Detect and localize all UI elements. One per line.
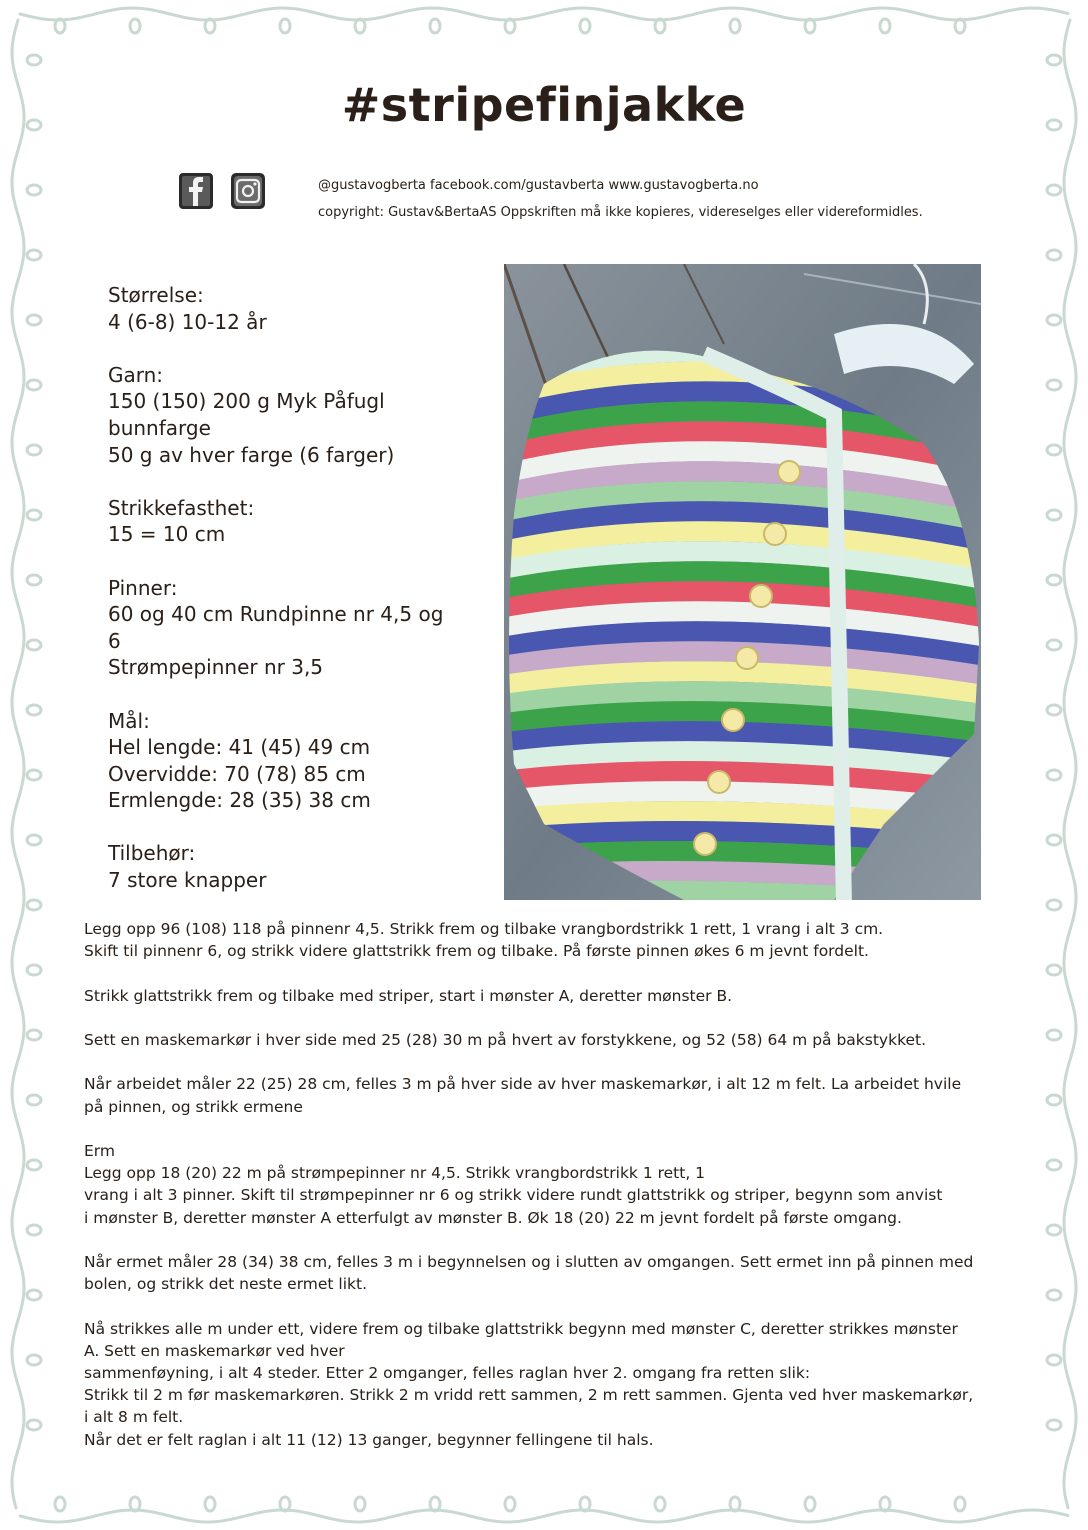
spec-heading: Tilbehør: [108, 841, 196, 866]
spec-heading: Størrelse: [108, 283, 204, 307]
spec-value: 15 = 10 cm [108, 522, 226, 547]
instruction-paragraph [84, 1073, 1019, 1117]
spec-value: Ermlengde: 28 (35) 38 cm [108, 788, 371, 813]
instruction-line: Når ermet måler 28 (34) 38 cm, felles 3 m i begynnelsen og i slutten av omgangen. Sett ermet inn på pinnen med [84, 1252, 974, 1271]
instruction-line: på pinnen, og strikk ermene [84, 1097, 303, 1116]
instruction-line: i mønster B, deretter mønster A etterfulgt av mønster B. Øk 18 (20) 22 m jevnt fordelt på første omgang. [84, 1208, 902, 1227]
spec-block [108, 495, 488, 548]
instruction-paragraph [84, 1251, 1019, 1295]
instruction-line: Strikk til 2 m før maskemarkøren. Strikk 2 m vridd rett sammen, 2 m rett sammen. Gjenta ved hver maskemarkør, [84, 1386, 974, 1405]
spec-value: 150 (150) 200 g Myk Påfugl [108, 389, 385, 414]
spec-block [108, 840, 488, 893]
instruction-line: bolen, og strikk det neste ermet likt. [84, 1275, 368, 1294]
instruction-line: Sett en maskemarkør i hver side med 25 (28) 30 m på hvert av forstykkene, og 52 (58) 64 m på bakstykket. [84, 1030, 927, 1049]
instruction-line: Når arbeidet måler 22 (25) 28 cm, felles 3 m på hver side av hver maskemarkør, i alt 12 m felt. La arbeidet hvile [84, 1075, 962, 1094]
spec-heading: Garn: [108, 362, 164, 387]
instruction-paragraph [84, 1140, 1019, 1229]
instruction-line: Skift til pinnenr 6, og strikk videre glattstrikk frem og tilbake. På første pinnen økes 6 m jevnt fordelt. [84, 942, 869, 961]
spec-value: Overvidde: 70 (78) 85 cm [108, 761, 366, 786]
spec-heading: Mål: [108, 708, 150, 733]
spec-heading: Strikkefasthet: [108, 495, 255, 520]
instruction-line: i alt 8 m felt. [84, 1408, 184, 1427]
social-links: @gustavogberta facebook.com/gustavberta www.gustavogberta.no [318, 178, 759, 193]
spec-value: 7 store knapper [108, 868, 267, 893]
instruction-paragraph [84, 1029, 1019, 1051]
spec-value: bunnfarge [108, 415, 211, 440]
instruction-paragraph [84, 918, 1019, 962]
cardigan-photo [504, 264, 981, 900]
social-icons [178, 172, 266, 210]
cardigan-illustration [504, 264, 981, 900]
instruction-line: Strikk glattstrikk frem og tilbake med striper, start i mønster A, deretter mønster B. [84, 986, 733, 1005]
instruction-line: vrang i alt 3 pinner. Skift til strømpepinner nr 6 og strikk videre rundt glattstrikk og striper, begynn som anvist [84, 1186, 943, 1205]
instruction-line: Legg opp 18 (20) 22 m på strømpepinner nr 4,5. Strikk vrangbordstrikk 1 rett, 1 [84, 1164, 706, 1183]
instructions [84, 918, 1019, 1473]
spec-heading: Pinner: [108, 575, 178, 600]
spec-value: 4 (6-8) 10-12 år [108, 309, 267, 334]
spec-block [108, 708, 488, 814]
spec-value: Hel lengde: 41 (45) 49 cm [108, 735, 371, 760]
specifications [108, 282, 488, 920]
instruction-line: A. Sett en maskemarkør ved hver [84, 1341, 345, 1360]
instagram-icon[interactable] [230, 172, 266, 210]
instruction-line: sammenføyning, i alt 4 steder. Etter 2 omganger, felles raglan hver 2. omgang fra retten slik: [84, 1363, 811, 1382]
facebook-icon[interactable] [178, 172, 214, 210]
instruction-paragraph [84, 1318, 1019, 1451]
copyright-notice: copyright: Gustav&BertaAS Oppskriften må ikke kopieres, videreselges eller videreformidles. [318, 205, 923, 220]
spec-value: 60 og 40 cm Rundpinne nr 4,5 og [108, 602, 444, 627]
credits [318, 172, 923, 226]
spec-value: 6 [108, 628, 121, 653]
spec-block [108, 282, 488, 335]
spec-block [108, 362, 488, 468]
instruction-paragraph [84, 985, 1019, 1007]
instruction-line: Erm [84, 1141, 115, 1160]
instruction-line: Legg opp 96 (108) 118 på pinnenr 4,5. Strikk frem og tilbake vrangbordstrikk 1 rett, 1 vrang i alt 3 cm. [84, 920, 884, 938]
spec-value: 50 g av hver farge (6 farger) [108, 442, 395, 467]
spec-block [108, 575, 488, 681]
page-title: #stripefinjakke [341, 78, 747, 132]
spec-value: Strømpepinner nr 3,5 [108, 655, 324, 680]
instruction-line: Nå strikkes alle m under ett, videre frem og tilbake glattstrikk begynn med mønster C, deretter strikkes mønster [84, 1319, 958, 1338]
instruction-line: Når det er felt raglan i alt 11 (12) 13 ganger, begynner fellingene til hals. [84, 1430, 654, 1449]
